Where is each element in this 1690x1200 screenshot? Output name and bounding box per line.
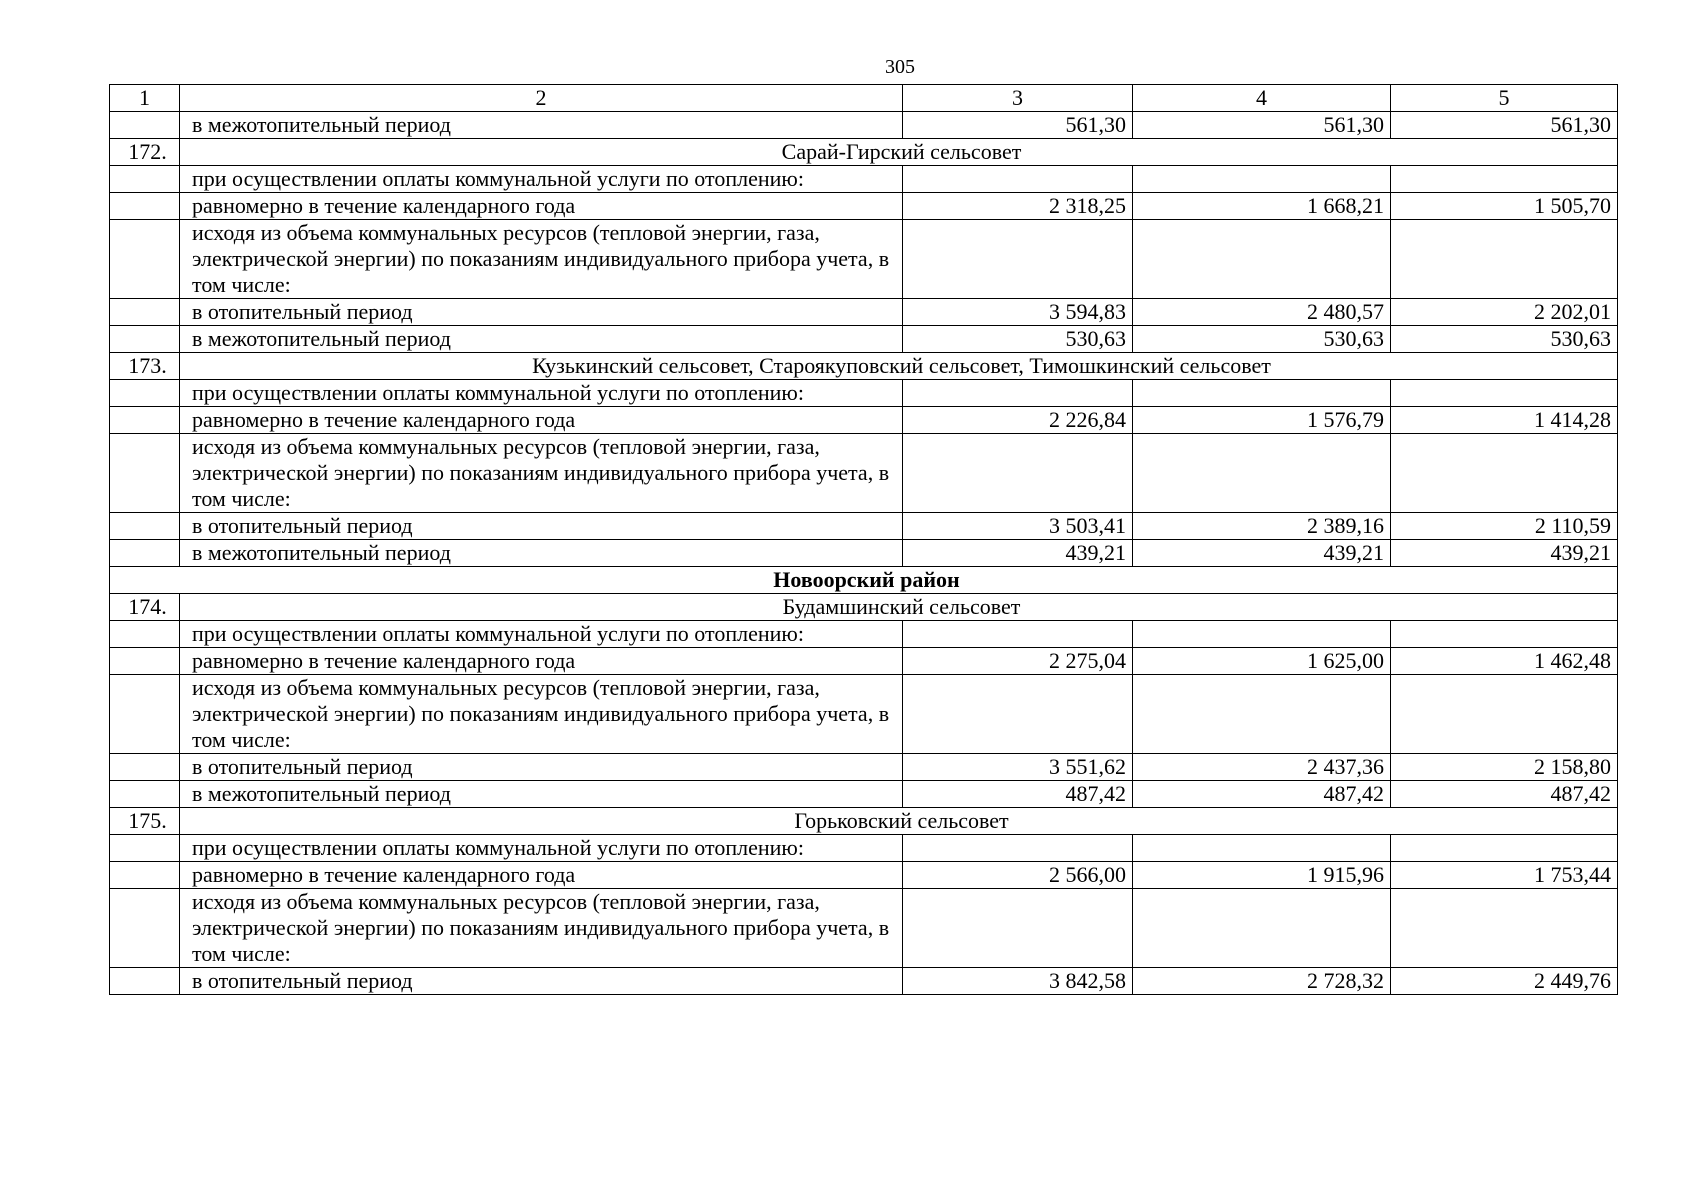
value-col-3: 2 226,84 <box>903 407 1133 434</box>
value-col-3 <box>903 889 1133 968</box>
section-title: Горьковский сельсовет <box>180 808 1618 835</box>
row-label: при осуществлении оплаты коммунальной услуги по отоплению: <box>180 380 903 407</box>
table-row <box>110 220 1618 299</box>
table-row <box>110 862 1618 889</box>
row-label: равномерно в течение календарного года <box>180 193 903 220</box>
value-col-3: 2 566,00 <box>903 862 1133 889</box>
value-col-4 <box>1133 675 1391 754</box>
section-title: Будамшинский сельсовет <box>180 594 1618 621</box>
row-label: в отопительный период <box>180 513 903 540</box>
value-col-4 <box>1133 166 1391 193</box>
value-col-4: 2 480,57 <box>1133 299 1391 326</box>
row-index-cell <box>110 889 180 968</box>
row-index-cell <box>110 621 180 648</box>
row-label: в межотопительный период <box>180 781 903 808</box>
value-col-3: 3 503,41 <box>903 513 1133 540</box>
table-row <box>110 193 1618 220</box>
value-col-4: 1 576,79 <box>1133 407 1391 434</box>
row-label: в межотопительный период <box>180 112 903 139</box>
row-label: при осуществлении оплаты коммунальной услуги по отоплению: <box>180 621 903 648</box>
value-col-3 <box>903 621 1133 648</box>
row-label: равномерно в течение календарного года <box>180 407 903 434</box>
value-col-3: 3 594,83 <box>903 299 1133 326</box>
row-index-cell <box>110 434 180 513</box>
row-index-cell <box>110 380 180 407</box>
value-col-4: 1 668,21 <box>1133 193 1391 220</box>
value-col-5 <box>1391 835 1618 862</box>
value-col-5 <box>1391 220 1618 299</box>
section-number: 172. <box>110 139 180 166</box>
table-row <box>110 781 1618 808</box>
row-label: исходя из объема коммунальных ресурсов (тепловой энергии, газа, электрической энергии) по показаниям индивидуального прибора учета, в том числе: <box>180 220 903 299</box>
value-col-3: 561,30 <box>903 112 1133 139</box>
value-col-3 <box>903 166 1133 193</box>
header-cell: 3 <box>903 85 1133 112</box>
value-col-5 <box>1391 166 1618 193</box>
row-label: в отопительный период <box>180 968 903 995</box>
row-label: равномерно в течение календарного года <box>180 648 903 675</box>
table-row <box>110 648 1618 675</box>
value-col-4 <box>1133 621 1391 648</box>
value-col-5 <box>1391 434 1618 513</box>
value-col-4 <box>1133 220 1391 299</box>
value-col-3: 530,63 <box>903 326 1133 353</box>
district-row <box>110 567 1618 594</box>
section-row <box>110 139 1618 166</box>
row-index-cell <box>110 540 180 567</box>
row-index-cell <box>110 648 180 675</box>
value-col-4 <box>1133 380 1391 407</box>
value-col-3: 487,42 <box>903 781 1133 808</box>
table-row <box>110 166 1618 193</box>
value-col-3 <box>903 434 1133 513</box>
row-index-cell <box>110 193 180 220</box>
row-label: исходя из объема коммунальных ресурсов (тепловой энергии, газа, электрической энергии) по показаниям индивидуального прибора учета, в том числе: <box>180 434 903 513</box>
row-label: исходя из объема коммунальных ресурсов (тепловой энергии, газа, электрической энергии) по показаниям индивидуального прибора учета, в том числе: <box>180 675 903 754</box>
row-label: исходя из объема коммунальных ресурсов (тепловой энергии, газа, электрической энергии) по показаниям индивидуального прибора учета, в том числе: <box>180 889 903 968</box>
value-col-5: 2 202,01 <box>1391 299 1618 326</box>
value-col-3 <box>903 380 1133 407</box>
row-index-cell <box>110 166 180 193</box>
value-col-5: 439,21 <box>1391 540 1618 567</box>
row-index-cell <box>110 968 180 995</box>
row-label: при осуществлении оплаты коммунальной услуги по отоплению: <box>180 835 903 862</box>
value-col-4: 2 728,32 <box>1133 968 1391 995</box>
row-index-cell <box>110 220 180 299</box>
row-index-cell <box>110 407 180 434</box>
row-index-cell <box>110 326 180 353</box>
table-row <box>110 675 1618 754</box>
section-number: 173. <box>110 353 180 380</box>
section-row <box>110 353 1618 380</box>
row-label: в отопительный период <box>180 754 903 781</box>
row-index-cell <box>110 781 180 808</box>
section-title: Сарай-Гирский сельсовет <box>180 139 1618 166</box>
value-col-3 <box>903 675 1133 754</box>
row-index-cell <box>110 754 180 781</box>
value-col-5: 1 462,48 <box>1391 648 1618 675</box>
value-col-4: 1 625,00 <box>1133 648 1391 675</box>
value-col-3 <box>903 220 1133 299</box>
section-title: Кузькинский сельсовет, Староякуповский сельсовет, Тимошкинский сельсовет <box>180 353 1618 380</box>
row-index-cell <box>110 112 180 139</box>
row-label: равномерно в течение календарного года <box>180 862 903 889</box>
table-row <box>110 835 1618 862</box>
table-row <box>110 889 1618 968</box>
value-col-5: 1 414,28 <box>1391 407 1618 434</box>
header-cell: 5 <box>1391 85 1618 112</box>
section-row <box>110 594 1618 621</box>
value-col-5: 2 110,59 <box>1391 513 1618 540</box>
table-header-row <box>110 85 1618 112</box>
value-col-3: 2 275,04 <box>903 648 1133 675</box>
value-col-4: 487,42 <box>1133 781 1391 808</box>
value-col-5: 1 505,70 <box>1391 193 1618 220</box>
table-row <box>110 326 1618 353</box>
value-col-4: 2 437,36 <box>1133 754 1391 781</box>
value-col-5: 487,42 <box>1391 781 1618 808</box>
table-row <box>110 968 1618 995</box>
value-col-5: 530,63 <box>1391 326 1618 353</box>
header-cell: 4 <box>1133 85 1391 112</box>
table-row <box>110 754 1618 781</box>
value-col-3: 2 318,25 <box>903 193 1133 220</box>
page-number: 305 <box>885 56 915 78</box>
value-col-3: 3 551,62 <box>903 754 1133 781</box>
table-row <box>110 380 1618 407</box>
value-col-5 <box>1391 621 1618 648</box>
row-index-cell <box>110 299 180 326</box>
section-row <box>110 808 1618 835</box>
value-col-5 <box>1391 675 1618 754</box>
row-index-cell <box>110 862 180 889</box>
row-index-cell <box>110 675 180 754</box>
value-col-5 <box>1391 380 1618 407</box>
table-row <box>110 513 1618 540</box>
row-label: в межотопительный период <box>180 326 903 353</box>
table-row <box>110 112 1618 139</box>
row-label: в отопительный период <box>180 299 903 326</box>
value-col-4 <box>1133 835 1391 862</box>
table-row <box>110 540 1618 567</box>
table-row <box>110 434 1618 513</box>
district-title: Новоорский район <box>110 567 1618 594</box>
value-col-5: 2 158,80 <box>1391 754 1618 781</box>
value-col-4: 561,30 <box>1133 112 1391 139</box>
value-col-5: 1 753,44 <box>1391 862 1618 889</box>
value-col-5 <box>1391 889 1618 968</box>
value-col-4: 439,21 <box>1133 540 1391 567</box>
header-cell: 1 <box>110 85 180 112</box>
value-col-3 <box>903 835 1133 862</box>
row-label: при осуществлении оплаты коммунальной услуги по отоплению: <box>180 166 903 193</box>
row-index-cell <box>110 835 180 862</box>
value-col-3: 3 842,58 <box>903 968 1133 995</box>
header-cell: 2 <box>180 85 903 112</box>
value-col-4 <box>1133 434 1391 513</box>
value-col-4: 1 915,96 <box>1133 862 1391 889</box>
row-label: в межотопительный период <box>180 540 903 567</box>
value-col-4: 2 389,16 <box>1133 513 1391 540</box>
section-number: 174. <box>110 594 180 621</box>
value-col-5: 2 449,76 <box>1391 968 1618 995</box>
table-row <box>110 407 1618 434</box>
table-row <box>110 299 1618 326</box>
value-col-4: 530,63 <box>1133 326 1391 353</box>
value-col-3: 439,21 <box>903 540 1133 567</box>
value-col-4 <box>1133 889 1391 968</box>
row-index-cell <box>110 513 180 540</box>
table-row <box>110 621 1618 648</box>
value-col-5: 561,30 <box>1391 112 1618 139</box>
section-number: 175. <box>110 808 180 835</box>
tariff-table <box>109 84 1618 995</box>
